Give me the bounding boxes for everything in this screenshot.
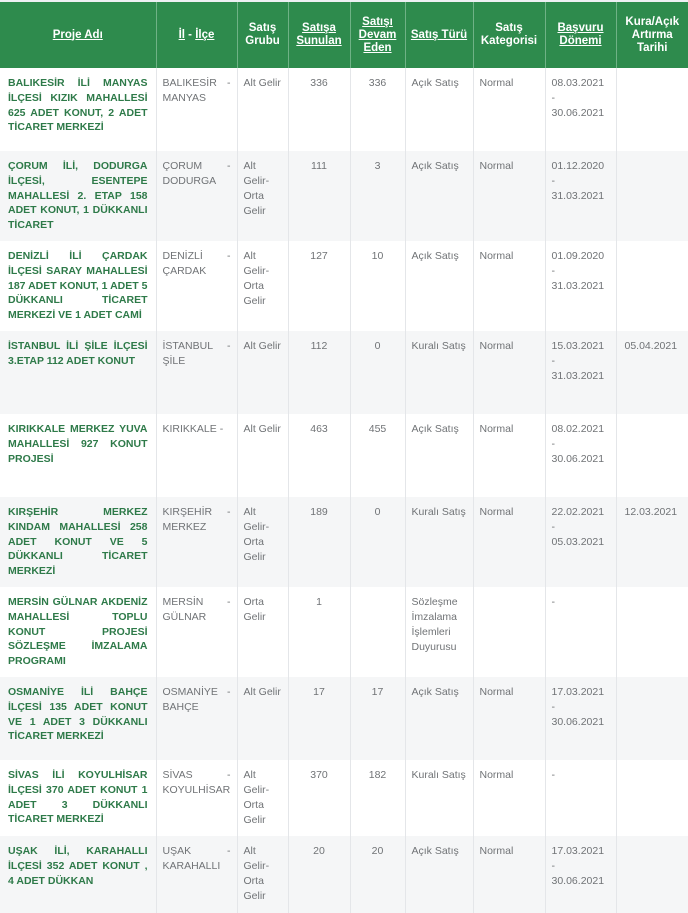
sort-period-link[interactable]: Başvuru Dönemi [557,22,604,47]
ongoing-count-cell: 3 [350,151,405,241]
sales-group-cell: Alt Gelir-Orta Gelir [237,497,288,587]
application-period-cell [545,760,616,836]
application-period-cell [545,587,616,677]
application-period-cell [545,68,616,151]
ongoing-count-cell: 0 [350,331,405,414]
table-row [0,677,688,760]
period-start: 15.03.2021 [551,339,605,352]
project-name-cell [0,68,156,151]
location-cell: DENİZLİ - ÇARDAK [156,241,237,331]
table-row [0,587,688,677]
location-cell: UŞAK - KARAHALLI [156,836,237,913]
table-row [0,414,688,497]
offered-count-cell: 463 [288,414,350,497]
offered-count-cell: 1 [288,587,350,677]
location-cell: KIRŞEHİR - MERKEZ [156,497,237,587]
period-end: 31.03.2021 [551,190,605,202]
lottery-date-cell [616,587,688,677]
ongoing-count-cell: 17 [350,677,405,760]
project-link[interactable]: İSTANBUL İLİ ŞİLE İLÇESİ 3.ETAP 112 ADET KONUT [8,339,148,367]
header-period[interactable] [545,2,616,68]
ongoing-count-cell: 182 [350,760,405,836]
sales-type-cell: Açık Satış [405,677,473,760]
table-row [0,760,688,836]
project-name-cell [0,760,156,836]
period-separator: - [551,92,555,104]
ongoing-count-cell [350,587,405,677]
period-end: 05.03.2021 [551,535,605,548]
header-type[interactable] [405,2,473,68]
period-separator: - [551,354,555,367]
lottery-date-cell: 05.04.2021 [616,331,688,414]
location-cell: OSMANİYE - BAHÇE [156,677,237,760]
table-body [0,68,688,913]
sales-category-cell: Normal [473,331,545,414]
offered-count-cell: 20 [288,836,350,913]
offered-count-cell: 370 [288,760,350,836]
application-period-cell [545,497,616,587]
sales-category-cell [473,587,545,677]
project-name-cell [0,414,156,497]
sales-type-cell: Açık Satış [405,414,473,497]
period-end: 30.06.2021 [551,715,605,728]
application-period-cell [545,414,616,497]
period-end: 31.03.2021 [551,369,605,382]
offered-count-cell: 17 [288,677,350,760]
table-row [0,331,688,414]
header-project[interactable] [0,2,156,68]
ongoing-count-cell: 455 [350,414,405,497]
period-start: 01.09.2020 [551,249,605,262]
project-link[interactable]: KIRŞEHİR MERKEZ KINDAM MAHALLESİ 258 ADET KONUT VE 5 DÜKKANLI TİCARET MERKEZİ [8,505,148,578]
sales-type-cell: Kuralı Satış [405,331,473,414]
period-end: 30.06.2021 [551,452,605,465]
project-link[interactable]: OSMANİYE İLİ BAHÇE İLÇESİ 135 ADET KONUT VE 1 ADET 3 DÜKKANLI TİCARET MERKEZİ [8,685,148,743]
period-separator: - [551,595,555,608]
sales-group-cell: Alt Gelir-Orta Gelir [237,151,288,241]
offered-count-cell: 112 [288,331,350,414]
period-start: 17.03.2021 [551,685,605,698]
period-separator: - [551,437,555,450]
sales-type-cell: Açık Satış [405,151,473,241]
lottery-date-cell [616,151,688,241]
project-link[interactable]: DENİZLİ İLİ ÇARDAK İLÇESİ SARAY MAHALLESİ 187 ADET KONUT, 1 ADET 5 DÜKKANLI TİCARET MERKEZİ VE 1 ADET CAMİ [8,249,148,322]
header-category: Satış Kategorisi [473,2,545,68]
application-period-cell [545,331,616,414]
lottery-date-cell [616,677,688,760]
period-start: 17.03.2021 [551,844,605,857]
location-cell: İSTANBUL - ŞİLE [156,331,237,414]
sales-category-cell: Normal [473,151,545,241]
sales-group-cell: Alt Gelir-Orta Gelir [237,760,288,836]
sales-type-cell: Açık Satış [405,836,473,913]
header-location-separator: - [184,28,196,41]
sales-group-cell: Orta Gelir [237,587,288,677]
header-kura: Kura/Açık Artırma Tarihi [616,2,688,68]
project-name-cell [0,677,156,760]
period-separator: - [551,700,555,713]
lottery-date-cell [616,241,688,331]
sales-group-cell: Alt Gelir [237,414,288,497]
project-name-cell [0,497,156,587]
project-name-cell [0,587,156,677]
period-separator: - [551,859,555,872]
sales-category-cell: Normal [473,760,545,836]
table-row [0,241,688,331]
location-cell: SİVAS - KOYULHİSAR [156,760,237,836]
period-separator: - [551,520,555,533]
sales-category-cell: Normal [473,241,545,331]
sales-group-cell: Alt Gelir [237,677,288,760]
application-period-cell [545,151,616,241]
period-start: 01.12.2020 [551,160,605,172]
project-name-cell [0,836,156,913]
header-ongoing[interactable] [350,2,405,68]
lottery-date-cell: 12.03.2021 [616,497,688,587]
lottery-date-cell [616,836,688,913]
sales-group-cell: Alt Gelir-Orta Gelir [237,241,288,331]
location-cell: KIRIKKALE - [156,414,237,497]
sales-group-cell: Alt Gelir [237,68,288,151]
sales-category-cell: Normal [473,414,545,497]
location-cell: ÇORUM - DODURGA [156,151,237,241]
period-start: 08.02.2021 [551,422,605,435]
location-cell: MERSİN - GÜLNAR [156,587,237,677]
sales-type-cell: Açık Satış [405,68,473,151]
period-end: 31.03.2021 [551,279,605,292]
sales-group-cell: Alt Gelir-Orta Gelir [237,836,288,913]
header-offered[interactable] [288,2,350,68]
application-period-cell [545,241,616,331]
header-location[interactable] [156,2,237,68]
ongoing-count-cell: 10 [350,241,405,331]
period-separator: - [551,768,555,781]
lottery-date-cell [616,68,688,151]
application-period-cell [545,677,616,760]
table-row [0,836,688,913]
period-start: 08.03.2021 [551,77,605,89]
offered-count-cell: 127 [288,241,350,331]
project-name-cell [0,241,156,331]
sort-ongoing-link[interactable]: Satışı Devam Eden [358,15,397,54]
location-cell: BALIKESİR - MANYAS [156,68,237,151]
table-row [0,68,688,151]
project-name-cell [0,151,156,241]
sales-category-cell: Normal [473,68,545,151]
sales-category-cell: Normal [473,677,545,760]
period-end: 30.06.2021 [551,874,605,887]
ongoing-count-cell: 20 [350,836,405,913]
header-group: Satış Grubu [237,2,288,68]
project-link[interactable]: ÇORUM İLİ, DODURGA İLÇESİ, ESENTEPE MAHALLESİ 2. ETAP 158 ADET KONUT, 1 DÜKKANLI TİCARET [8,160,148,232]
sort-il-link[interactable]: İl [178,28,185,41]
application-period-cell [545,836,616,913]
sales-category-cell: Normal [473,836,545,913]
sales-type-cell: Açık Satış [405,241,473,331]
lottery-date-cell [616,760,688,836]
sales-type-cell: Sözleşme İmzalama İşlemleri Duyurusu [405,587,473,677]
project-link[interactable]: KIRIKKALE MERKEZ YUVA MAHALLESİ 927 KONUT PROJESİ [8,422,148,465]
offered-count-cell: 111 [288,151,350,241]
table-row [0,151,688,241]
project-name-cell [0,331,156,414]
header-row [0,2,688,68]
sales-type-cell: Kuralı Satış [405,760,473,836]
project-link[interactable]: SİVAS İLİ KOYULHİSAR İLÇESİ 370 ADET KONUT 1 ADET 3 DÜKKANLI TİCARET MERKEZİ [8,768,148,826]
lottery-date-cell [616,414,688,497]
sort-ilce-link[interactable]: İlçe [195,28,215,41]
period-end: 30.06.2021 [551,107,605,119]
period-separator: - [551,264,555,277]
offered-count-cell: 189 [288,497,350,587]
ongoing-count-cell: 0 [350,497,405,587]
period-separator: - [551,175,555,187]
project-link[interactable]: MERSİN GÜLNAR AKDENİZ MAHALLESİ TOPLU KONUT PROJESİ SÖZLEŞME İMZALAMA PROGRAMI [8,595,148,668]
offered-count-cell: 336 [288,68,350,151]
period-start: 22.02.2021 [551,505,605,518]
sort-project-link[interactable]: Proje Adı [52,28,103,41]
table-row [0,497,688,587]
sales-group-cell: Alt Gelir [237,331,288,414]
sales-type-cell: Kuralı Satış [405,497,473,587]
sort-offered-link[interactable]: Satışa Sunulan [296,22,342,47]
sales-category-cell: Normal [473,497,545,587]
project-link[interactable]: BALIKESİR İLİ MANYAS İLÇESİ KIZIK MAHALLESİ 625 ADET KONUT, 2 ADET TİCARET MERKEZİ [8,77,148,134]
project-link[interactable]: UŞAK İLİ, KARAHALLI İLÇESİ 352 ADET KONUT , 4 ADET DÜKKAN [8,844,148,887]
projects-table [0,2,688,913]
ongoing-count-cell: 336 [350,68,405,151]
sort-type-link[interactable]: Satış Türü [410,28,468,41]
